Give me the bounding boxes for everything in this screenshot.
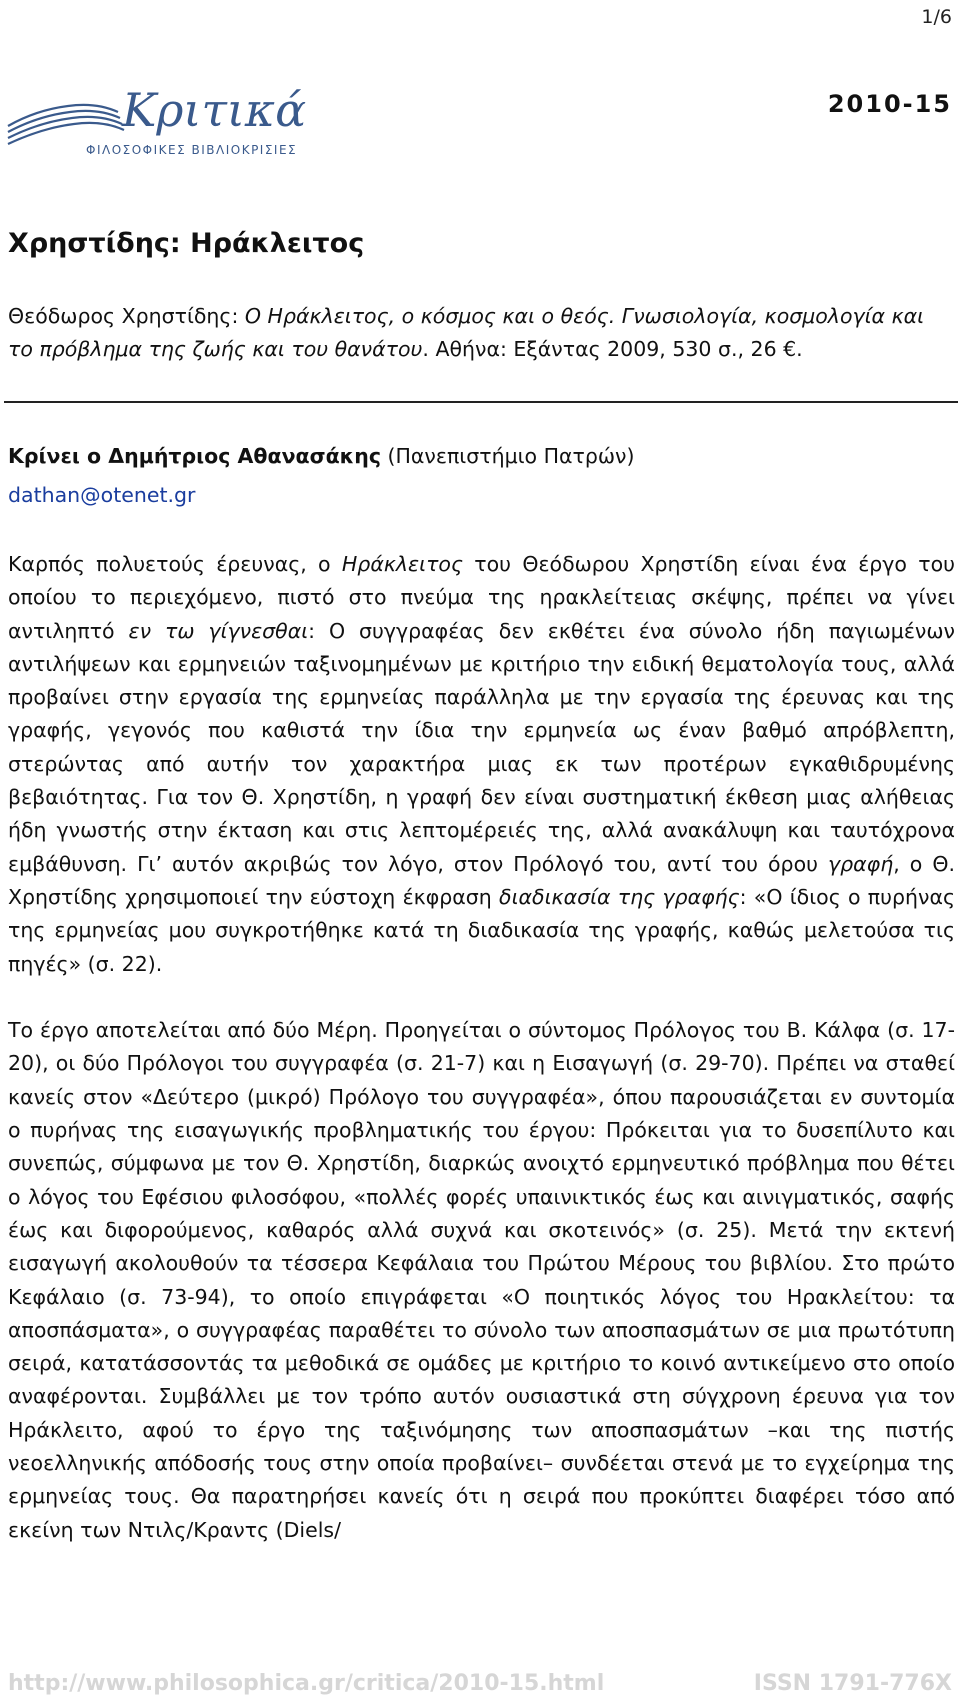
kritika-logo [6, 82, 332, 162]
text-run: : «Ο ίδιος ο πυρήνας της ερμηνείας μου συγκροτήθηκε κατά τη διαδικασία της γραφής, καθώς μελετούσα τις πηγές» (σ. 22). [8, 884, 955, 976]
reviewer-name: Δημήτριος Αθανασάκης [108, 444, 381, 468]
paragraph-2: Το έργο αποτελείται από δύο Μέρη. Προηγείται ο σύντομος Πρόλογος του Β. Κάλφα (σ. 17-20), οι δύο Πρόλογοι του συγγραφέα (σ. 21-7) και η Εισαγωγή (σ. 29-70). Πρέπει να σταθεί κανείς στον «Δεύτερο (μικρό) Πρόλογο του συγγραφέα», όπου παρουσιάζεται εν συντομία ο πυρήνας της εισαγωγικής προβληματικής του έργου: Πρόκειται για το δυσεπίλυτο και συνεπώς, σύμφωνα με τον Θ. Χρηστίδη, διαρκώς ανοιχτό ερμηνευτικό πρόβλημα που θέτει ο λόγος του Εφέσιου φιλοσόφου, «πολλές φορές υπαινικτικός έως και αινιγματικός, σαφής έως και διφορούμενος, καθαρός αλλά συχνά και σκοτεινός» (σ. 25). Μετά την εκτενή εισαγωγή ακολουθούν τα τέσσερα Κεφάλαια του Πρώτου Μέρους του βιβλίου. Στο πρώτο Κεφάλαιο (σ. 73-94), το οποίο επιγράφεται «Ο ποιητικός λόγος του Ηρακλείτου: τα αποσπάσματα», ο συγγραφέας παραθέτει το σύνολο των αποσπασμάτων σε μια πρωτότυπη σειρά, κατατάσσοντάς τα μεθοδικά σε ομάδες με κριτήριο το κοινό αντικείμενο στο οποίο αναφέρονται. Συμβάλλει με τον τρόπο αυτόν ουσιαστικά στη σύγχρονη έρευνα για τον Ηράκλειτο, αφού το έργο της ταξινόμησης των αποσπασμάτων –και της πιστής νεοελληνικής απόδοσής τους στην οποία προβαίνει– συνδέεται στενά με το εγχείρημα της ερμηνείας τους. Θα παρατηρήσει κανείς ότι η σειρά που προκύπτει διαφέρει τόσο από εκείνη των Ντιλς/Κραντς (Diels/ [8, 1018, 955, 1542]
footer-issn: ISSN 1791-776X [753, 1671, 952, 1696]
italic-run: Ηράκλειτος [341, 552, 463, 576]
logo-subtitle: ΦΙΛΟΣΟΦΙΚΕΣ ΒΙΒΛΙΟΚΡΙΣΙΕΣ [86, 143, 298, 157]
text-run: : Ο συγγραφέας δεν εκθέτει ένα σύνολο ήδη παγιωμένων αντιλήψεων και ερμηνειών ταξινομημένων με κριτήριο την ειδική θεματολογία τους, αλλά προβαίνει στην εργασία της ερμηνείας παράλληλα με την εργασία της έρευνας και της γραφής, γεγονός που καθιστά την ίδια την ερμηνεία ως έναν βαθμό απρόβλεπτη, στερώντας από αυτήν τον χαρακτήρα μιας εκ των προτέρων εγκαθιδρυμένης βεβαιότητας. Για τον Θ. Χρηστίδη, η γραφή δεν είναι συστηματική έκθεση μιας αλήθειας ήδη γνωστής στην έκταση και στις λεπτομέρειές της, αλλά ανακάλυψη και ταυτόχρονα εμβάθυνση. Γι’ αυτόν ακριβώς τον λόγο, στον Πρόλογό του, αντί του όρου [8, 618, 955, 876]
text-run: Καρπός πολυετούς έρευνας, ο [8, 552, 342, 576]
italic-run: διαδικασία της γραφής [499, 884, 740, 909]
bib-book-title: Ο Ηράκλειτος, ο κόσμος και ο θεός. Γνωσιολογία, κοσμολογία και το πρόβλημα της ζωής και του θανάτου [8, 304, 925, 361]
bib-publication: . Αθήνα: Εξάντας 2009, 530 σ., 26 €. [422, 337, 803, 361]
italic-run: γραφή [828, 851, 894, 876]
issue-number: 2010-15 [827, 90, 952, 118]
bibliography [8, 300, 953, 366]
bib-author: Θεόδωρος Χρηστίδης: [8, 304, 245, 328]
reviewer-affiliation: (Πανεπιστήμιο Πατρών) [380, 444, 635, 468]
logo-title: Κριτικά [122, 83, 307, 137]
page-number: 1/6 [921, 6, 952, 28]
page-title: Χρηστίδης: Ηράκλειτος [8, 228, 365, 259]
paragraph-1 [8, 548, 955, 981]
text-run: , ο Θ. Χρηστίδης χρησιμοποιεί την εύστοχη έκφραση [8, 851, 955, 909]
divider [4, 401, 958, 403]
kritika-logo-image [6, 82, 332, 162]
footer-url: http://www.philosophica.gr/critica/2010-15.html [8, 1671, 605, 1696]
reviewer-email[interactable]: dathan@otenet.gr [8, 483, 196, 507]
text-run: του Θεόδωρου Χρηστίδη είναι ένα έργο του οποίου το περιεχόμενο, πιστό στο πνεύμα της ηρακλείτειας σκέψης, πρέπει να γίνει αντιληπτό [8, 552, 956, 643]
reviewer-line [8, 444, 635, 468]
review-body [8, 548, 955, 1580]
italic-run: εν τω γίγνεσθαι [128, 618, 309, 643]
reviewer-prefix: Κρίνει ο [8, 444, 109, 468]
